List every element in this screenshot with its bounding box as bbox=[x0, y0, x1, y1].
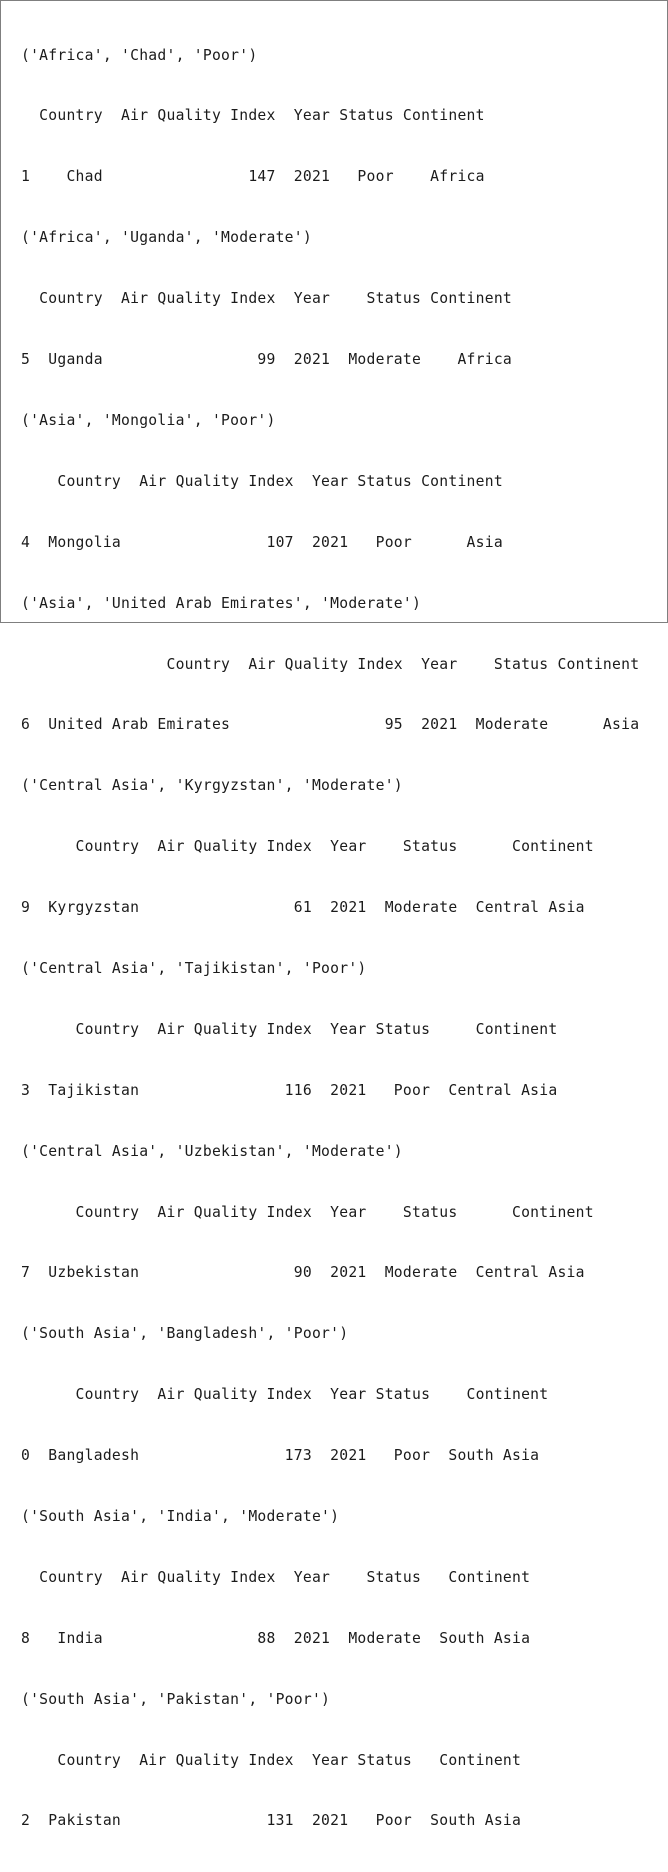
table-row-line: 2 Pakistan 131 2021 Poor South Asia bbox=[21, 1812, 522, 1830]
table-header-line: Country Air Quality Index Year Status Continent bbox=[21, 1020, 558, 1038]
table-row-line: 8 India 88 2021 Moderate South Asia bbox=[21, 1629, 531, 1647]
group-header-line: ('South Asia', 'Bangladesh', 'Poor') bbox=[21, 1325, 349, 1343]
group-header-line: ('South Asia', 'Pakistan', 'Poor') bbox=[21, 1690, 331, 1708]
table-header-line: Country Air Quality Index Year Status Continent bbox=[21, 1386, 549, 1404]
group-header-line: ('Africa', 'Uganda', 'Moderate') bbox=[21, 229, 312, 247]
group-header-line: ('Central Asia', 'Kyrgyzstan', 'Moderate') bbox=[21, 777, 403, 795]
table-row-line: 5 Uganda 99 2021 Moderate Africa bbox=[21, 351, 513, 369]
table-row-line: 6 United Arab Emirates 95 2021 Moderate Asia bbox=[21, 716, 640, 734]
group-header-line: ('Central Asia', 'Uzbekistan', 'Moderate') bbox=[21, 1142, 403, 1160]
table-header-line: Country Air Quality Index Year Status Continent bbox=[21, 838, 594, 856]
table-header-line: Country Air Quality Index Year Status Continent bbox=[21, 290, 513, 308]
console-output bbox=[21, 5, 639, 1872]
table-header-line: Country Air Quality Index Year Status Continent bbox=[21, 107, 485, 125]
table-row-line: 4 Mongolia 107 2021 Poor Asia bbox=[21, 533, 503, 551]
table-header-line: Country Air Quality Index Year Status Continent bbox=[21, 1751, 522, 1769]
group-header-line: ('Central Asia', 'Tajikistan', 'Poor') bbox=[21, 959, 367, 977]
group-header-line: ('Asia', 'United Arab Emirates', 'Moderate') bbox=[21, 594, 422, 612]
group-header-line: ('Asia', 'Mongolia', 'Poor') bbox=[21, 411, 276, 429]
table-row-line: 0 Bangladesh 173 2021 Poor South Asia bbox=[21, 1447, 540, 1465]
group-header-line: ('Africa', 'Chad', 'Poor') bbox=[21, 46, 258, 64]
table-header-line: Country Air Quality Index Year Status Continent bbox=[21, 472, 503, 490]
table-row-line: 9 Kyrgyzstan 61 2021 Moderate Central Asia bbox=[21, 899, 585, 917]
table-header-line: Country Air Quality Index Year Status Continent bbox=[21, 655, 640, 673]
group-header-line: ('South Asia', 'India', 'Moderate') bbox=[21, 1507, 340, 1525]
table-header-line: Country Air Quality Index Year Status Continent bbox=[21, 1568, 531, 1586]
table-row-line: 3 Tajikistan 116 2021 Poor Central Asia bbox=[21, 1081, 558, 1099]
table-row-line: 1 Chad 147 2021 Poor Africa bbox=[21, 168, 485, 186]
table-row-line: 7 Uzbekistan 90 2021 Moderate Central Asia bbox=[21, 1264, 585, 1282]
table-header-line: Country Air Quality Index Year Status Continent bbox=[21, 1203, 594, 1221]
